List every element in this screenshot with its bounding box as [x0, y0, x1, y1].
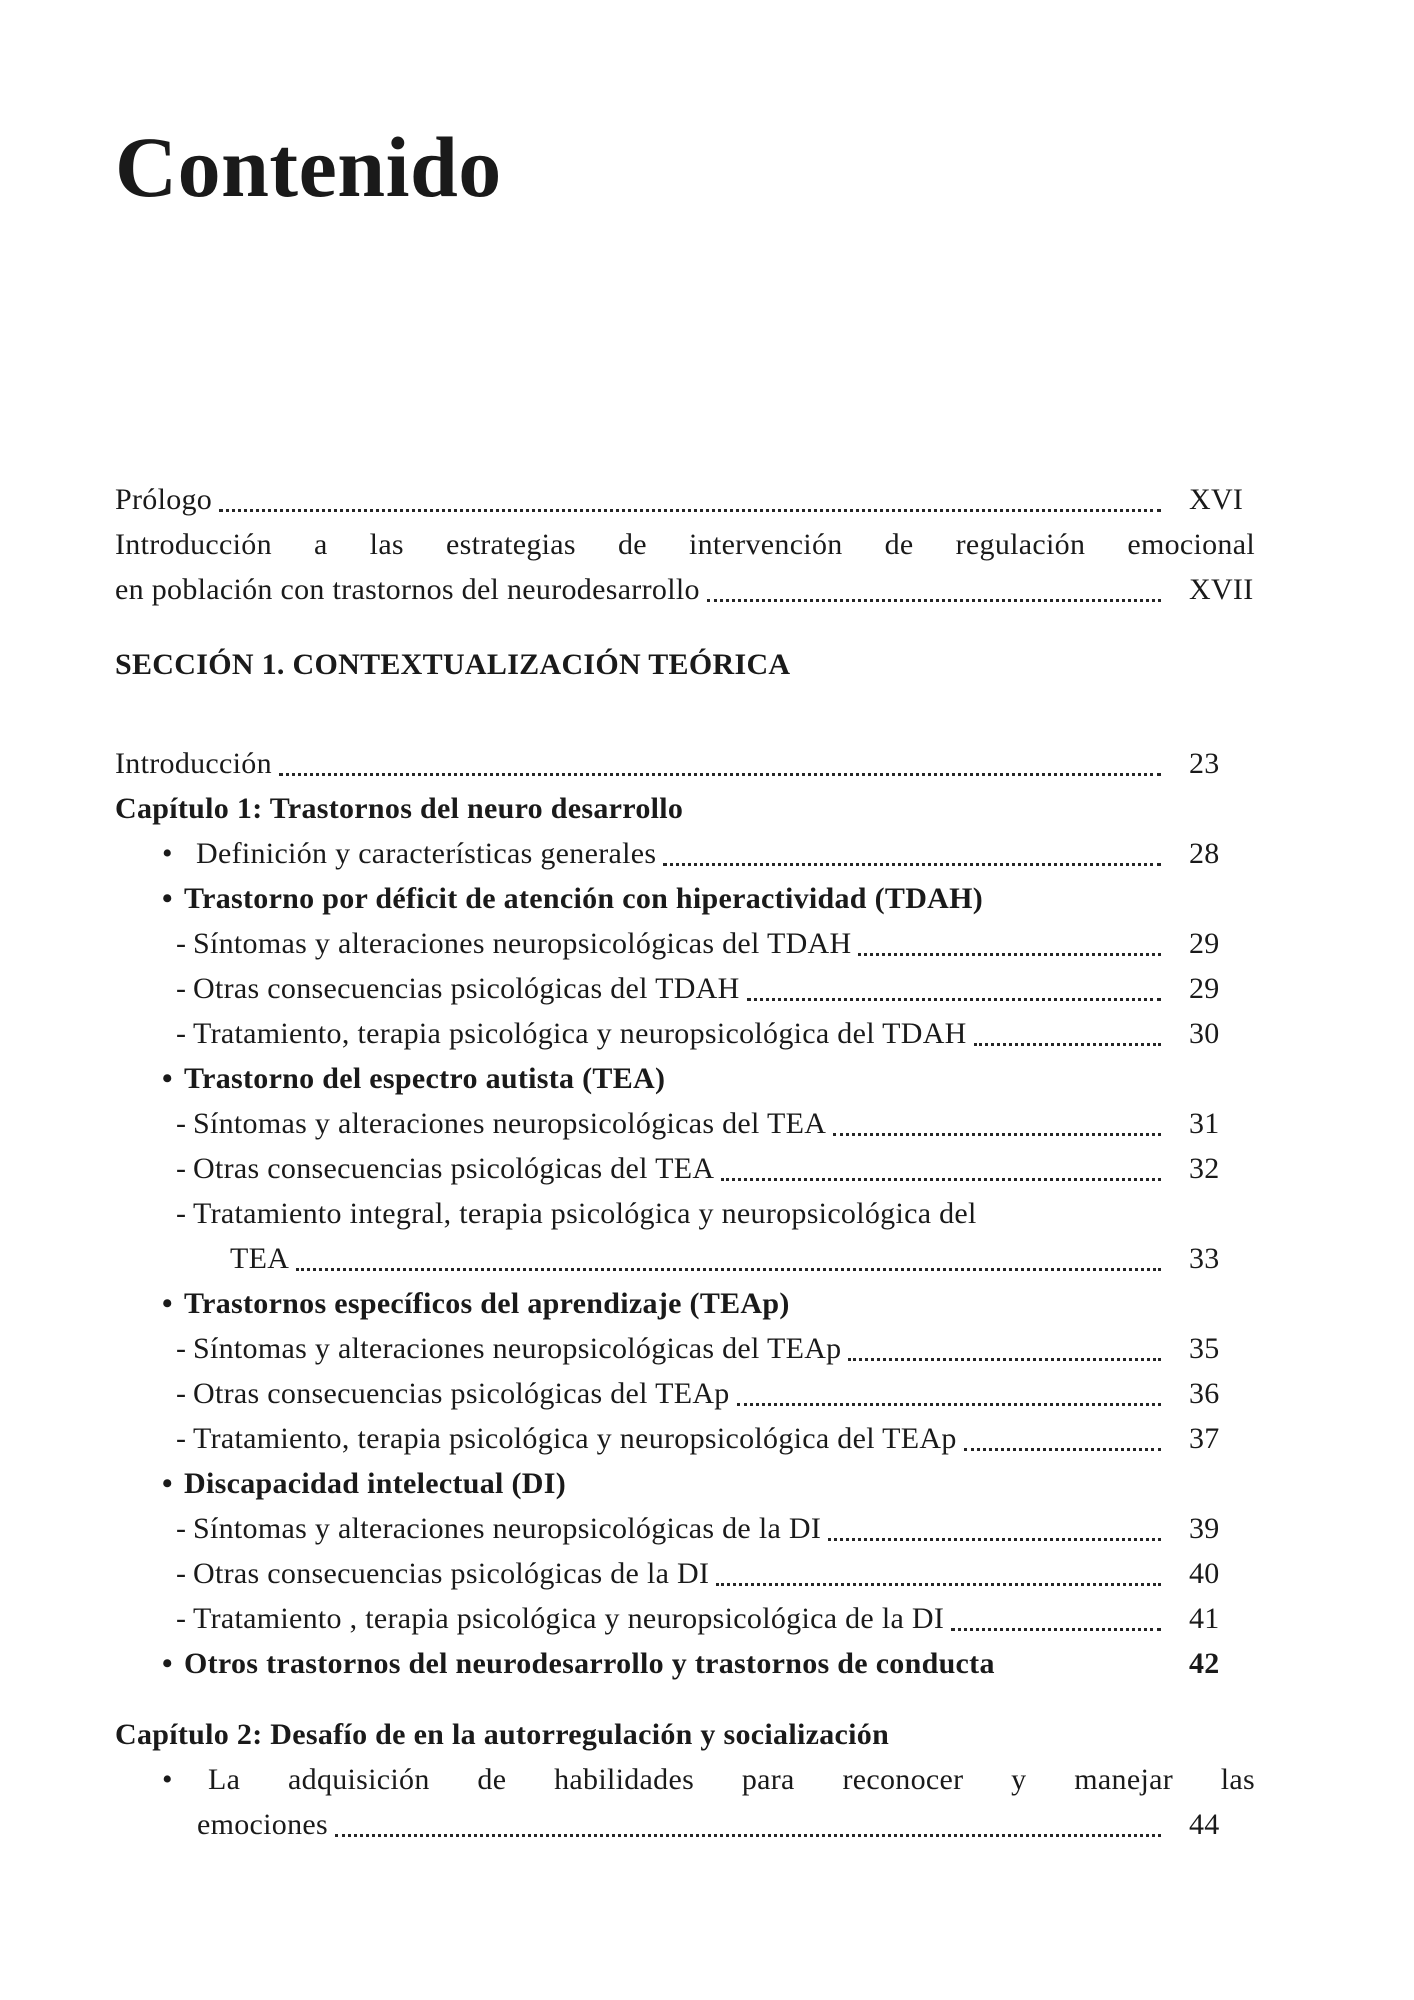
toc-entry-label: Síntomas y alteraciones neuropsicológicas del TEA — [193, 1107, 827, 1140]
page-number: 44 — [1189, 1808, 1220, 1841]
dash-icon: - — [176, 1602, 187, 1635]
toc-entry — [115, 1802, 1255, 1847]
bullet-icon: • — [162, 1287, 173, 1320]
dash-icon: - — [176, 972, 187, 1005]
page-title: Contenido — [115, 119, 502, 215]
toc-entry-label: Discapacidad intelectual (DI) — [184, 1467, 567, 1500]
dash-icon: - — [176, 1017, 187, 1050]
toc-entry — [115, 831, 1255, 876]
dot-leader — [721, 1178, 1161, 1181]
page-number: 32 — [1189, 1152, 1220, 1185]
page-number: 28 — [1189, 837, 1220, 870]
toc-entry — [115, 876, 1255, 921]
toc-entry-label: Síntomas y alteraciones neuropsicológicas del TDAH — [193, 927, 852, 960]
toc-entry-label: Capítulo 2: Desafío de en la autorregulación y socialización — [115, 1718, 890, 1751]
page-number: 41 — [1189, 1602, 1220, 1635]
toc-entry-label: SECCIÓN 1. CONTEXTUALIZACIÓN TEÓRICA — [115, 648, 791, 681]
dot-leader — [964, 1448, 1161, 1451]
bullet-icon: • — [162, 1647, 173, 1680]
toc-entry-label: Trastorno por déficit de atención con hiperactividad (TDAH) — [184, 882, 984, 915]
toc-entry-label: emociones — [197, 1808, 328, 1841]
toc-entry-label: TEA — [230, 1242, 290, 1275]
dot-leader — [335, 1834, 1161, 1837]
toc-entry-label: Tratamiento, terapia psicológica y neuropsicológica del TDAH — [193, 1017, 967, 1050]
page-number: 37 — [1189, 1422, 1220, 1455]
toc-chapter-heading — [115, 786, 1255, 831]
dash-icon: - — [176, 1512, 187, 1545]
dash-icon: - — [176, 1557, 187, 1590]
page-number: 33 — [1189, 1242, 1220, 1275]
toc-entry — [115, 1461, 1255, 1506]
toc-entry — [115, 1416, 1255, 1461]
toc-gap — [115, 1686, 1255, 1712]
dash-icon: - — [176, 1332, 187, 1365]
toc-entry-label: Otras consecuencias psicológicas del TEAp — [193, 1377, 730, 1410]
toc-entry-label: Tratamiento , terapia psicológica y neuropsicológica de la DI — [193, 1602, 945, 1635]
toc-entry-label: Definición y características generales — [196, 837, 657, 870]
toc-chapter-heading — [115, 1712, 1255, 1757]
toc-entry — [115, 1757, 1255, 1802]
toc-entry — [115, 921, 1255, 966]
dash-icon: - — [176, 1107, 187, 1140]
toc-entry — [115, 966, 1255, 1011]
toc-entry — [115, 1641, 1255, 1686]
toc-entry-label: Tratamiento, terapia psicológica y neuropsicológica del TEAp — [193, 1422, 957, 1455]
toc-entry-label: Síntomas y alteraciones neuropsicológicas de la DI — [193, 1512, 822, 1545]
toc-entry — [115, 1326, 1255, 1371]
toc-entry — [115, 1056, 1255, 1101]
bullet-icon: • — [162, 1062, 173, 1095]
page-number: 29 — [1189, 972, 1220, 1005]
bullet-icon: • — [162, 1763, 173, 1796]
toc-entry — [115, 1191, 1255, 1236]
page-number: 35 — [1189, 1332, 1220, 1365]
toc-entry-label: en población con trastornos del neurodesarrollo — [115, 573, 700, 606]
page-number: 42 — [1189, 1647, 1220, 1680]
dot-leader — [747, 998, 1161, 1001]
toc-list — [115, 477, 1255, 1847]
toc-entry — [115, 1371, 1255, 1416]
dash-icon: - — [176, 1197, 187, 1230]
dot-leader — [848, 1358, 1161, 1361]
bullet-icon: • — [162, 837, 173, 870]
dot-leader — [279, 773, 1161, 776]
toc-section-heading — [115, 642, 1255, 687]
toc-entry — [115, 477, 1255, 522]
toc-entry-label: Trastornos específicos del aprendizaje (TEAp) — [184, 1287, 790, 1320]
page-number: 31 — [1189, 1107, 1220, 1140]
toc-entry-label: Síntomas y alteraciones neuropsicológicas del TEAp — [193, 1332, 842, 1365]
dot-leader — [833, 1133, 1161, 1136]
bullet-icon: • — [162, 1467, 173, 1500]
toc-entry-label: Otros trastornos del neurodesarrollo y trastornos de conducta — [184, 1647, 995, 1680]
toc-entry — [115, 1551, 1255, 1596]
page-number: 36 — [1189, 1377, 1220, 1410]
toc-entry — [115, 741, 1255, 786]
toc-entry-label: Capítulo 1: Trastornos del neuro desarrollo — [115, 792, 684, 825]
page-number: XVII — [1189, 573, 1254, 606]
dash-icon: - — [176, 1377, 187, 1410]
toc-entry — [115, 1236, 1255, 1281]
toc-entry-label: Tratamiento integral, terapia psicológica y neuropsicológica del — [193, 1197, 977, 1230]
toc-entry-label: Introducción — [115, 747, 272, 780]
dot-leader — [663, 863, 1161, 866]
toc-entry-label: Otras consecuencias psicológicas del TEA — [193, 1152, 715, 1185]
toc-entry — [115, 1101, 1255, 1146]
dash-icon: - — [176, 1422, 187, 1455]
dot-leader — [296, 1268, 1161, 1271]
dot-leader — [974, 1043, 1161, 1046]
toc-entry — [115, 1146, 1255, 1191]
toc-entry-label: Otras consecuencias psicológicas de la DI — [193, 1557, 710, 1590]
page-number: 39 — [1189, 1512, 1220, 1545]
dash-icon: - — [176, 927, 187, 960]
toc-entry-label: Prólogo — [115, 483, 213, 516]
page-number: 40 — [1189, 1557, 1220, 1590]
toc-entry — [115, 1011, 1255, 1056]
dash-icon: - — [176, 1152, 187, 1185]
toc-entry-label: La adquisición de habilidades para reconocer y manejar las — [208, 1763, 1255, 1796]
page-number: 30 — [1189, 1017, 1220, 1050]
toc-entry — [115, 567, 1255, 612]
page-number: XVI — [1189, 483, 1244, 516]
page-number: 29 — [1189, 927, 1220, 960]
toc-entry — [115, 522, 1255, 567]
page-number: 23 — [1189, 747, 1220, 780]
toc-entry-label: Trastorno del espectro autista (TEA) — [184, 1062, 666, 1095]
toc-entry-label: Otras consecuencias psicológicas del TDAH — [193, 972, 740, 1005]
dot-leader — [219, 509, 1161, 512]
toc-entry — [115, 1281, 1255, 1326]
dot-leader — [707, 599, 1161, 602]
dot-leader — [737, 1403, 1161, 1406]
dot-leader — [858, 953, 1161, 956]
bullet-icon: • — [162, 882, 173, 915]
dot-leader — [828, 1538, 1161, 1541]
toc-entry — [115, 1596, 1255, 1641]
dot-leader — [716, 1583, 1161, 1586]
toc-entry — [115, 1506, 1255, 1551]
toc-entry-label: Introducción a las estrategias de intervención de regulación emocional — [115, 528, 1255, 561]
dot-leader — [951, 1628, 1161, 1631]
